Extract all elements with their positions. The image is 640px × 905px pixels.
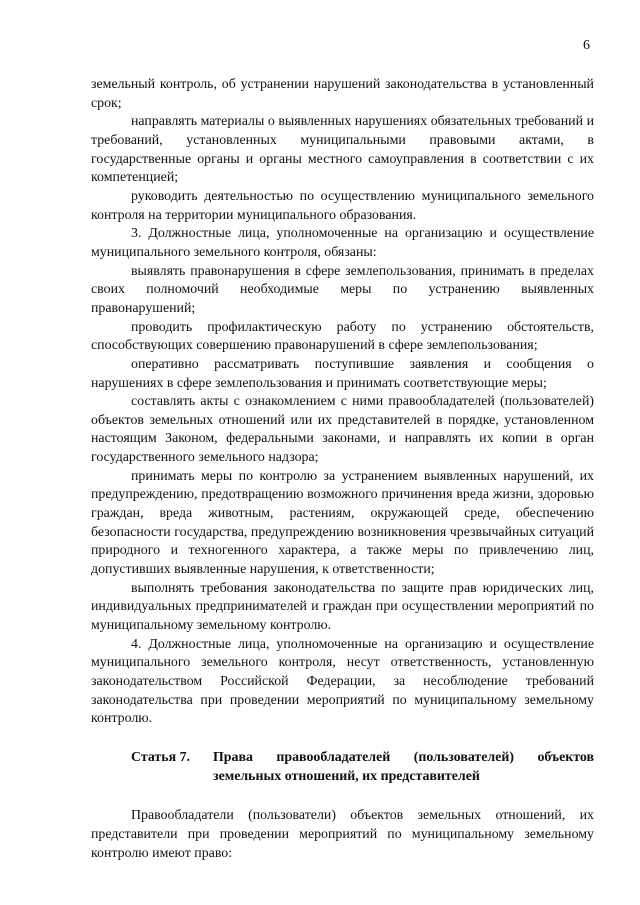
page-number: 6 bbox=[583, 38, 590, 53]
paragraph: земельный контроль, об устранении нарушений законодательства в установленный срок; bbox=[91, 77, 594, 111]
document-body bbox=[91, 76, 594, 863]
paragraph: принимать меры по контролю за устранением выявленных нарушений, их предупреждению, предотвращению возможного причинения вреда жизни, здоровью граждан, вреда животным, растениям, окружающей среде, обеспечению безопасности государства, предупреждению возникновения чрезвычайных ситуаций природного и техногенного характера, а также меры по привлечению лиц, допустивших выявленные нарушения, к ответственности; bbox=[91, 468, 594, 578]
paragraph: выявлять правонарушения в сфере землепользования, принимать в пределах своих полномочий необходимые меры по устранению выявленных правонарушений; bbox=[91, 263, 594, 316]
paragraph: руководить деятельностью по осуществлению муниципального земельного контроля на территории муниципального образования. bbox=[91, 188, 594, 223]
paragraph: направлять материалы о выявленных нарушениях обязательных требований и требований, установленных муниципальными правовыми актами, в государственные органы и органы местного самоуправления в соответствии с их компетенцией; bbox=[91, 114, 594, 186]
paragraph: составлять акты с ознакомлением с ними правообладателей (пользователей) объектов земельных отношений или их представителей в порядке, установленном настоящим Законом, федеральными законами, и направлять их копии в орган государственного земельного надзора; bbox=[91, 394, 594, 466]
paragraph: выполнять требования законодательства по защите прав юридических лиц, индивидуальных предпринимателей и граждан при осуществлении мероприятий по муниципальному земельному контролю. bbox=[91, 580, 594, 634]
article-label: Статья 7. bbox=[131, 749, 191, 765]
paragraph: проводить профилактическую работу по устранению обстоятельств, способствующих совершению правонарушений в сфере землепользования; bbox=[91, 319, 594, 354]
paragraph: оперативно рассматривать поступившие заявления и сообщения о нарушениях в сфере землепользования и принимать соответствующие меры; bbox=[91, 356, 594, 391]
paragraph: 3. Должностные лица, уполномоченные на организацию и осуществление муниципального земельного контроля, обязаны: bbox=[91, 226, 594, 260]
paragraph: 4. Должностные лица, уполномоченные на организацию и осуществление муниципального земельного контроля, несут ответственность, установленную законодательством Российской Федерации, за несоблюдение требований законодательства при проведении мероприятий по муниципальному земельному контролю. bbox=[91, 636, 594, 727]
article-heading bbox=[91, 749, 594, 786]
paragraphs-after bbox=[91, 807, 594, 863]
paragraph: Правообладатели (пользователи) объектов земельных отношений, их представители при проведении мероприятий по муниципальному земельному контролю имеют право: bbox=[91, 808, 594, 861]
article-title: Права правообладателей (пользователей) объектов земельных отношений, их представителей bbox=[213, 749, 594, 784]
paragraphs-before bbox=[91, 76, 594, 729]
